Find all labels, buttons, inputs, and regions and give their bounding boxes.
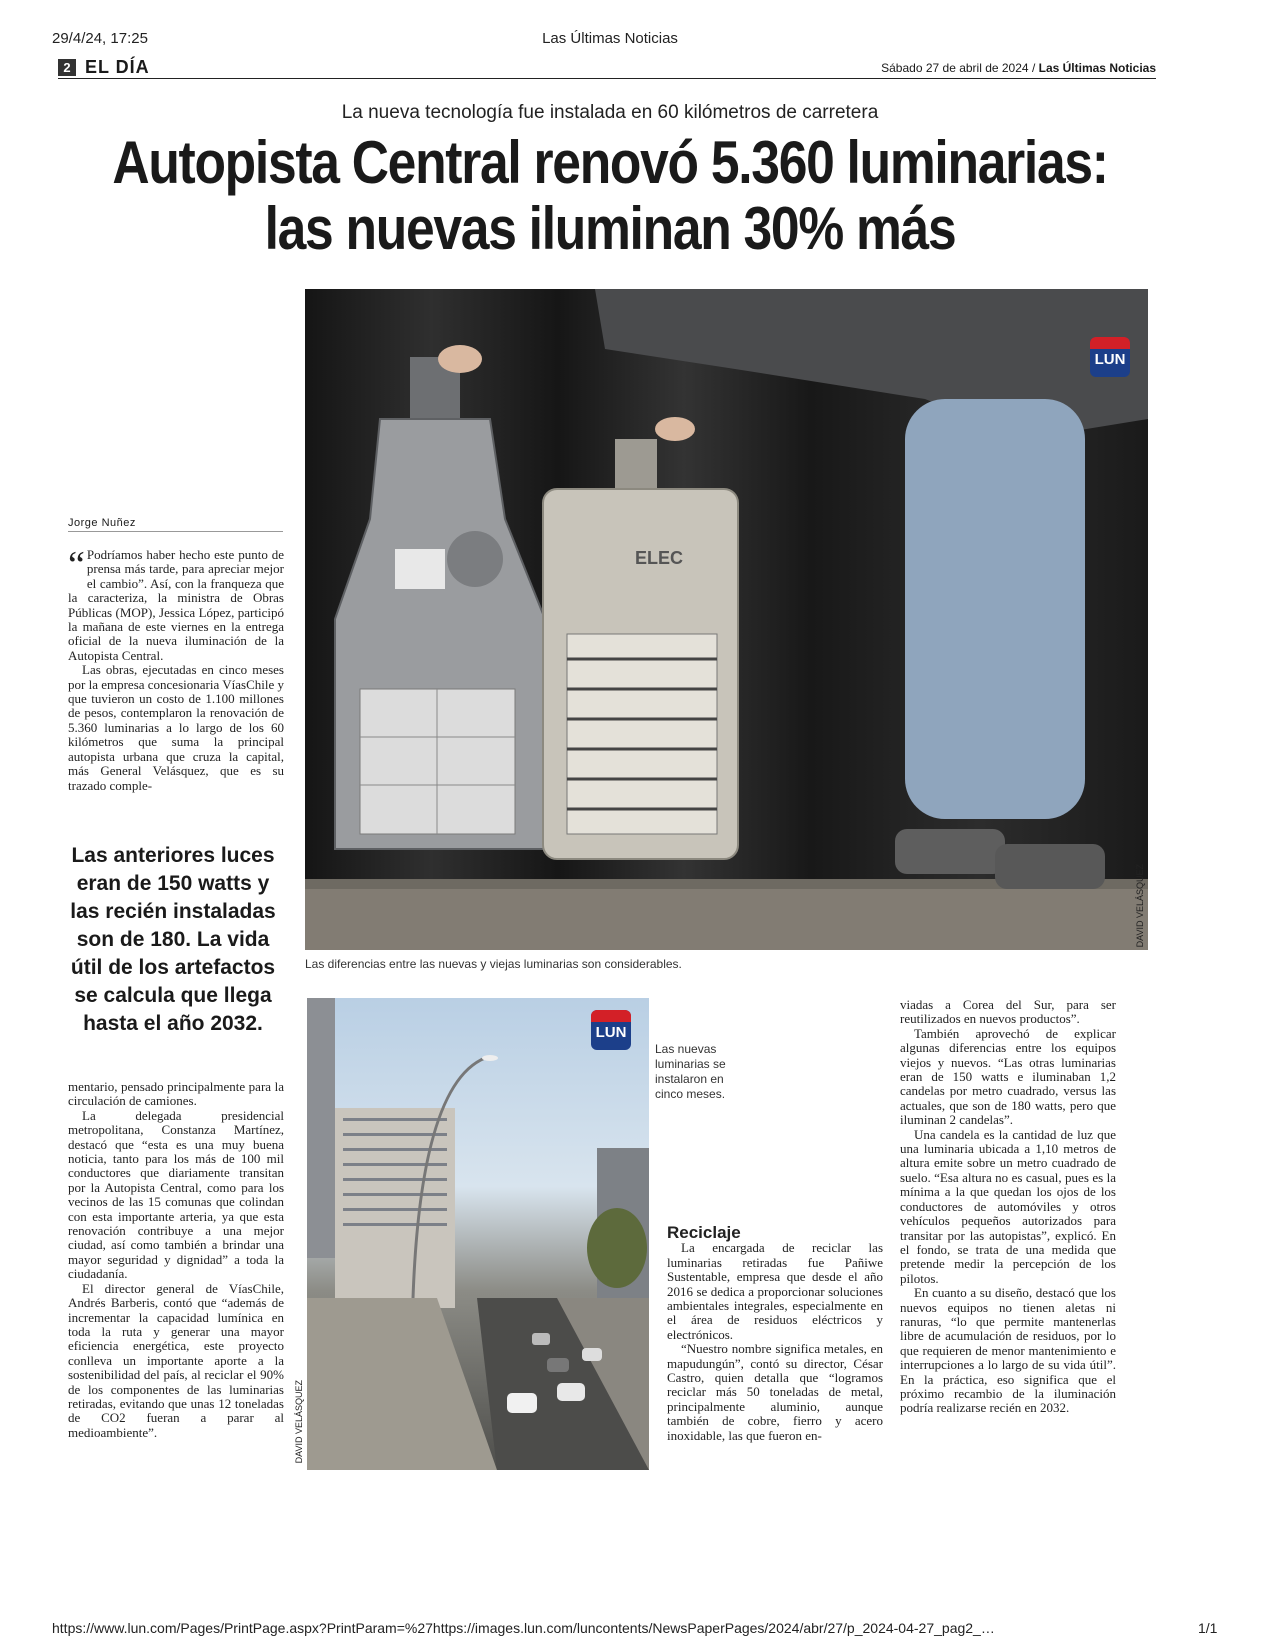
lun-badge: LUN: [1090, 337, 1130, 377]
paragraph: En cuanto a su diseño, destacó que los nuevos equipos no tienen aletas ni ranuras, “lo que permite mantenerlas libre de acumulación de residuos, por lo que requieren de menor mantenimiento e interrupciones a lo largo de su vida útil”. En la práctica, eso significa que el próximo recambio de la iluminación podría realizarse recién en 2032.: [900, 1285, 1116, 1416]
photo1-credit: DAVID VELÁSQUEZ: [1135, 864, 1145, 948]
headline-line-2: las nuevas iluminan 30% más: [264, 195, 956, 262]
date-line: [881, 61, 1156, 75]
print-site-title: Las Últimas Noticias: [542, 30, 678, 47]
lun-badge: LUN: [591, 1010, 631, 1050]
lamp-brand-label: ELEC: [635, 548, 684, 568]
kicker: La nueva tecnología fue instalada en 60 kilómetros de carretera: [341, 102, 879, 123]
headline: [103, 130, 1118, 262]
paragraph: El director general de VíasChile, Andrés Barberis, contó que “además de incrementar la capacidad lumínica en toda la ruta y generar una mayor eficiencia energética, este proyecto conlleva un importante aporte a la sostenibilidad del país, al reciclar el 90% de los componentes de las luminarias retiradas, evitando que unas 12 toneladas de CO2 fueran a parar al medioambiente”.: [68, 1280, 284, 1440]
page-number: 2: [58, 59, 76, 76]
paragraph: La delegada presidencial metropolitana, Constanza Martínez, destacó que “esta es una muy buena noticia, tanto para los más de 100 mil conductores que diariamente transitan por la Autopista Central, como para los vecinos de las 15 comunas que colindan con esta importante arteria, ya que esta renovación contribuye a una mejor ciudad, así como también a brindar una mayor seguridad y dignidad” a toda la ciudadanía.: [68, 1107, 284, 1282]
photo-highway-illustration: [307, 998, 649, 1470]
photo-highway: [307, 998, 649, 1470]
print-datetime: 29/4/24, 17:25: [52, 30, 148, 47]
paragraph: La encargada de reciclar las luminarias retiradas fue Pañiwe Sustentable, empresa que desde el año 2016 se dedica a proporcionar soluciones ambientales integrales, especialmente en el área de residuos eléctricos y electrónicos.: [667, 1240, 883, 1342]
drop-quote: “: [68, 544, 85, 586]
subhead-reciclaje: Reciclaje: [667, 1223, 741, 1242]
photo2-caption: Las nuevas luminarias se instalaron en cinco meses.: [655, 1042, 726, 1101]
section-name: EL DÍA: [85, 57, 150, 77]
headline-line-1: Autopista Central renovó 5.360 luminarias:: [112, 129, 1108, 196]
paragraph: También aprovechó de explicar algunas diferencias entre los equipos viejos y nuevos. “Las otras luminarias eran de 150 watts e iluminaban 1,2 candelas por metro cuadrado, versus las actuales, que son de 180 watts, pero que iluminan 2 candelas”.: [900, 1025, 1116, 1128]
new-luminaire: [543, 439, 738, 859]
paragraph: Una candela es la cantidad de luz que una luminaria ubicada a 1,10 metros de altura emite sobre un metro cuadrado de suelo. “Esa altura no es casual, pues es la mínima a la que quedan los ojos de los conductores de automóviles y otros vehículos pequeños autorizados para transitar por las autopistas”, explicó. En el fondo, se trata de una medida que pretende medir la percepción de los pilotos.: [900, 1126, 1116, 1286]
print-page-count: 1/1: [1198, 1620, 1218, 1636]
column-1-top: [68, 544, 284, 793]
photo2-credit: DAVID VELÁSQUEZ: [294, 1380, 304, 1464]
issue-date: Sábado 27 de abril de 2024: [881, 61, 1029, 75]
paragraph: “ Podríamos haber hecho este punto de prensa más tarde, para apreciar mejor el cambio”. Así, con la franqueza que la caracteriza, la ministra de Obras Públicas (MOP), Jessica López, participó la mañana de este viernes en la entrega oficial de la nueva iluminación de la Autopista Central.: [68, 544, 284, 663]
paragraph: viadas a Corea del Sur, para ser reutilizados en nuevos productos”.: [900, 997, 1116, 1027]
photo1-caption: Las diferencias entre las nuevas y viejas luminarias son considerables.: [305, 957, 682, 971]
print-footer-url: https://www.lun.com/Pages/PrintPage.aspx?PrintParam=%27https://images.lun.com/luncontents/NewsPaperPages/2024/abr/27/p_2024-04-27_pag2_…: [52, 1620, 995, 1636]
date-separator: /: [1031, 61, 1036, 75]
section-bar: [58, 58, 1156, 79]
column-1-bottom: [68, 1080, 284, 1440]
photo-luminaires: [305, 289, 1148, 950]
paragraph: mentario, pensado principalmente para la circulación de camiones.: [68, 1079, 284, 1109]
paper-name: Las Últimas Noticias: [1038, 61, 1156, 75]
pull-quote: Las anteriores luces eran de 150 watts y las recién instaladas son de 180. La vida útil de los artefactos se calcula que llega hasta el año 2032.: [70, 844, 276, 1035]
paragraph: Las obras, ejecutadas en cinco meses por la empresa concesionaria VíasChile y que tuvieron un costo de 1.100 millones de pesos, contemplaron la renovación de 5.360 luminarias a lo largo de los 60 kilómetros que suma la principal autopista urbana que cruza la capital, más General Velásquez, que es su trazado comple-: [68, 662, 284, 793]
column-2: [667, 1223, 883, 1443]
column-3: [900, 998, 1116, 1416]
paragraph: “Nuestro nombre significa metales, en mapudungún”, contó su director, César Castro, quien detalla que “logramos reciclar más 50 toneladas de metal, principalmente aluminio, aunque también de cobre, fierro y acero inoxidable, las que fueron en-: [667, 1341, 883, 1443]
photo-luminaires-illustration: [305, 289, 1148, 950]
byline: Jorge Nuñez: [68, 517, 283, 532]
